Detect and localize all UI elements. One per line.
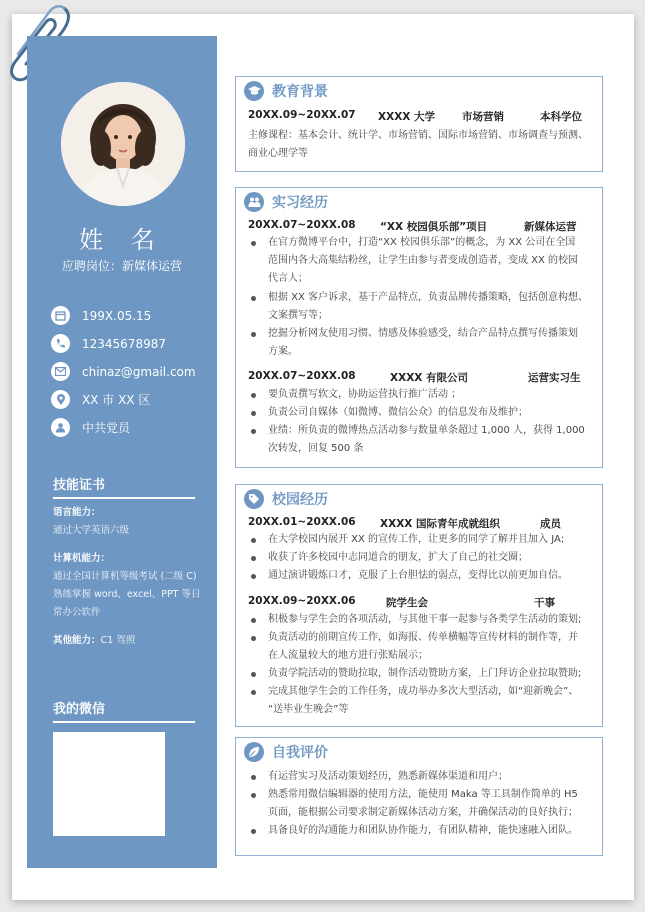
- info-text: 中共党员: [82, 421, 131, 435]
- avatar: [61, 82, 185, 206]
- info-text: 12345678987: [82, 336, 166, 351]
- other-label: 其他能力：: [53, 635, 101, 646]
- sidebar: [27, 36, 217, 868]
- section-title: 实习经历: [272, 195, 328, 211]
- bullet-item: [248, 289, 596, 325]
- bullet-line: 在大学校园内展开 XX 的宣传工作，让更多的同学了解并且加入 JA;: [268, 534, 565, 545]
- bullet-line: 负责学院活动的赞助拉取，制作活动赞助方案，上门拜访企业拉取赞助;: [268, 668, 582, 679]
- bullet-item: [248, 386, 596, 404]
- campus1-header-row: [248, 516, 598, 530]
- edu-major: 市场营销: [462, 111, 504, 123]
- self-eval-section: [235, 737, 603, 856]
- exp-role: 成员: [540, 518, 561, 530]
- comp-line: 熟练掌握 word、excel、PPT 等日: [53, 589, 201, 600]
- job1-header-row: [248, 219, 598, 233]
- job2-header-row: [248, 370, 598, 384]
- bullet-line: 在官方微博平台中，打造“XX 校园俱乐部”的概念，为 XX 公司在全国: [268, 237, 576, 248]
- section-title: 校园经历: [272, 492, 328, 508]
- info-text: 199X.05.15: [82, 308, 152, 323]
- candidate-name: 姓 名: [79, 226, 165, 254]
- courses-line: 主修课程：基本会计、统计学、市场营销、国际市场营销、市场调查与预测、: [248, 130, 588, 141]
- bullet-item: [248, 665, 596, 683]
- wechat-qr-placeholder: [53, 732, 165, 836]
- bullet-line: 要负责撰写软文，协助运营执行推广活动 ；: [268, 389, 462, 400]
- applied-position: 应聘岗位：新媒体运营: [61, 259, 182, 273]
- lang-value: 通过大学英语六级: [53, 525, 130, 536]
- bullet-item: [248, 786, 596, 822]
- bullet-line: 页面，能根据公司要求制定新媒体活动方案，并确保活动的良好执行；: [268, 807, 578, 818]
- job-org: “XX 校园俱乐部”项目: [380, 221, 488, 233]
- other-value: C1 驾照: [100, 635, 136, 646]
- section-header: [244, 81, 328, 101]
- bullet-item: [248, 234, 596, 288]
- bullet-line: 业绩：所负责的微博热点活动参与数量单条超过 1,000 人，获得 1,000: [268, 425, 585, 436]
- bullet-item: [248, 422, 596, 458]
- bullet-line: 熟悉常用微信编辑器的使用方法，能使用 Maka 等工具制作简单的 H5: [268, 789, 578, 800]
- education-header-row: [248, 109, 598, 123]
- graduation-cap-icon: [244, 81, 264, 101]
- wechat-title: 我的微信: [53, 698, 195, 723]
- bullet-item: [248, 822, 596, 840]
- comp-label: 计算机能力：: [53, 553, 111, 564]
- exp-org: 院学生会: [386, 597, 428, 609]
- edu-date: 20XX.09~20XX.07: [248, 109, 356, 121]
- comp-line: 通过全国计算机等级考试 (二级 C): [53, 571, 197, 582]
- internship-section: [235, 187, 603, 468]
- location-icon: [51, 390, 70, 409]
- party-icon: [51, 418, 70, 437]
- bullet-line: 范围内各大高集结粉丝，让学生由参与者变成创造者，变成 XX 的校园: [268, 255, 579, 266]
- exp-date: 20XX.09~20XX.06: [248, 595, 356, 607]
- skills-title: 技能证书: [53, 474, 195, 499]
- bullet-line: 次转发，回复 500 条: [268, 443, 364, 454]
- info-political: [51, 418, 130, 437]
- people-icon: [244, 192, 264, 212]
- section-header: [244, 192, 328, 212]
- campus2-header-row: [248, 595, 598, 609]
- bullet-line: 文案撰写等；: [268, 310, 328, 321]
- section-title: 自我评价: [272, 745, 328, 761]
- info-phone: [51, 334, 166, 353]
- info-text: chinaz@gmail.com: [82, 364, 196, 379]
- bullet-line: 通过演讲锻炼口才，克服了上台胆怯的弱点，变得比以前更加自信。: [268, 570, 568, 581]
- bullet-line: 方案。: [268, 346, 298, 357]
- leaf-icon: [244, 742, 264, 762]
- job-date: 20XX.07~20XX.08: [248, 370, 356, 382]
- email-icon: [51, 362, 70, 381]
- bullet-item: [248, 629, 596, 665]
- exp-role: 干事: [534, 597, 555, 609]
- tag-icon: [244, 489, 264, 509]
- info-birthday: [51, 306, 151, 325]
- bullet-line: 代言人；: [268, 273, 308, 284]
- exp-date: 20XX.01~20XX.06: [248, 516, 356, 528]
- bullet-item: [248, 683, 596, 719]
- edu-degree: 本科学位: [540, 111, 582, 123]
- bullet-line: 挖掘分析网友使用习惯、情感及体验感受，结合产品特点撰写传播策划: [268, 328, 578, 339]
- bullet-line: 根据 XX 客户诉求，基于产品特点，负责品牌传播策略，包括创意构想、: [268, 292, 589, 303]
- info-location: [51, 390, 150, 409]
- bullet-line: 收获了许多校园中志同道合的朋友，扩大了自己的社交圈；: [268, 552, 528, 563]
- bullet-item: [248, 404, 596, 422]
- bullet-line: “送毕业生晚会”等: [268, 704, 349, 715]
- job-role: 运营实习生: [528, 372, 581, 384]
- bullet-line: 完成其他学生会的工作任务，成功举办多次大型活动，如“迎新晚会”、: [268, 686, 579, 697]
- exp-org: XXXX 国际青年成就组织: [380, 518, 501, 530]
- comp-line: 常办公软件: [53, 607, 101, 618]
- bullet-line: 在人流量较大的地方进行张贴展示；: [268, 650, 428, 661]
- bullet-item: [248, 567, 596, 585]
- bullet-item: [248, 325, 596, 361]
- phone-icon: [51, 334, 70, 353]
- bullet-line: 积极参与学生会的各项活动，与其他干事一起参与各类学生活动的策划;: [268, 614, 582, 625]
- bullet-line: 具备良好的沟通能力和团队协作能力，有团队精神，能快速融入团队。: [268, 825, 578, 836]
- info-text: XX 市 XX 区: [82, 393, 151, 407]
- bullet-item: [248, 531, 596, 549]
- job-date: 20XX.07~20XX.08: [248, 219, 356, 231]
- bullet-line: 有运营实习及活动策划经历，熟悉新媒体渠道和用户；: [268, 771, 508, 782]
- skills-list: [53, 504, 213, 650]
- bullet-line: 负责活动的前期宣传工作，如海报、传单横幅等宣传材料的制作等，并: [268, 632, 578, 643]
- job-role: 新媒体运营: [524, 221, 577, 233]
- edu-courses: [248, 127, 600, 163]
- courses-line: 商业心理学等: [248, 148, 308, 159]
- bullet-item: [248, 768, 596, 786]
- section-header: [244, 489, 328, 509]
- info-email: [51, 362, 196, 381]
- section-header: [244, 742, 328, 762]
- bullet-item: [248, 549, 596, 567]
- bullet-line: 负责公司自媒体（如微博、微信公众）的信息发布及维护；: [268, 407, 528, 418]
- calendar-icon: [51, 306, 70, 325]
- education-section: [235, 76, 603, 172]
- edu-school: XXXX 大学: [378, 111, 436, 123]
- lang-label: 语言能力：: [53, 507, 101, 518]
- job-org: XXXX 有限公司: [390, 372, 469, 384]
- campus-section: [235, 484, 603, 727]
- section-title: 教育背景: [272, 84, 328, 100]
- bullet-item: [248, 611, 596, 629]
